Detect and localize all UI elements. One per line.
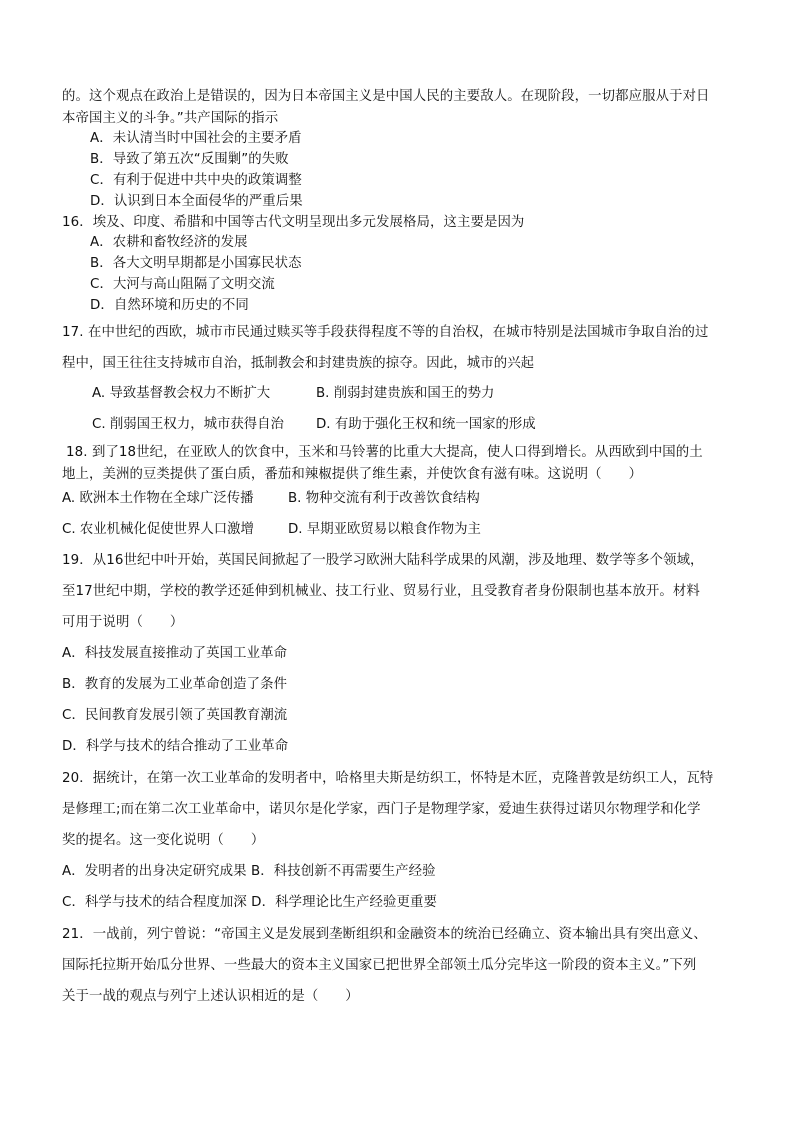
q16-option-b: B．各大文明早期都是小国寡民状态 (90, 256, 302, 271)
q17-stem-line-1: 17. 在中世纪的西欧，城市市民通过赎买等手段获得程度不等的自治权，在城市特别是法国城市争取自治的过 (62, 325, 709, 340)
q21-stem-line-2: 国际托拉斯开始瓜分世界、一些最大的资本主义国家已把世界全部领土瓜分完毕这一阶段的资本主义。”下列 (62, 958, 697, 973)
q17-option-a: A. 导致基督教会权力不断扩大 (92, 386, 271, 401)
q17-option-b: B. 削弱封建贵族和国王的势力 (316, 386, 495, 401)
q21-stem-line-3: 关于一战的观点与列宁上述认识相近的是（ ） (62, 989, 359, 1004)
q18-stem-line-1: 18. 到了18世纪，在亚欧人的饮食中，玉米和马铃薯的比重大大提高，使人口得到增长。从西欧到中国的土 (66, 445, 703, 460)
q18-option-c: C. 农业机械化促使世界人口激增 (62, 522, 254, 537)
q19-stem-line-2: 至17世纪中期，学校的教学还延伸到机械业、技工行业、贸易行业，且受教育者身份限制也基本放开。材料 (62, 584, 700, 599)
q16-option-a: A．农耕和畜牧经济的发展 (90, 235, 248, 250)
q16-option-d: D．自然环境和历史的不同 (90, 298, 249, 313)
q20-stem-line-2: 是修理工;而在第二次工业革命中，诺贝尔是化学家，西门子是物理学家，爱迪生获得过诺贝尔物理学和化学 (62, 802, 701, 817)
q15-stem-line-1: 的。这个观点在政治上是错误的，因为日本帝国主义是中国人民的主要敌人。在现阶段，一切都应服从于对日 (62, 89, 710, 104)
q17-option-c: C. 削弱国王权力，城市获得自治 (92, 417, 284, 432)
q16-stem: 16．埃及、印度、希腊和中国等古代文明呈现出多元发展格局，这主要是因为 (62, 215, 525, 230)
q15-option-c: C．有利于促进中共中央的政策调整 (90, 173, 302, 188)
q17-option-d: D. 有助于强化王权和统一国家的形成 (316, 417, 536, 432)
q19-option-d: D．科学与技术的结合推动了工业革命 (62, 739, 289, 754)
q15-option-a: A．未认清当时中国社会的主要矛盾 (90, 131, 302, 146)
q18-option-d: D. 早期亚欧贸易以粮食作物为主 (288, 522, 481, 537)
q17-stem-line-2: 程中，国王往往支持城市自治，抵制教会和封建贵族的掠夺。因此，城市的兴起 (62, 356, 535, 371)
q15-option-d: D．认识到日本全面侵华的严重后果 (90, 194, 303, 209)
q19-stem-line-3: 可用于说明（ ） (62, 615, 184, 630)
q15-stem-line-2: 本帝国主义的斗争。”共产国际的指示 (62, 111, 279, 126)
q19-option-b: B．教育的发展为工业革命创造了条件 (62, 677, 288, 692)
q19-option-a: A．科技发展直接推动了英国工业革命 (62, 646, 288, 661)
q20-options-cd: C．科学与技术的结合程度加深 D．科学理论比生产经验更重要 (62, 895, 437, 910)
q19-stem-line-1: 19．从16世纪中叶开始，英国民间掀起了一股学习欧洲大陆科学成果的风潮，涉及地理、数学等多个领域， (62, 553, 704, 568)
q15-option-b: B．导致了第五次“反围剿”的失败 (90, 152, 289, 167)
q19-option-c: C．民间教育发展引领了英国教育潮流 (62, 708, 288, 723)
q20-options-ab: A．发明者的出身决定研究成果 B．科技创新不再需要生产经验 (62, 864, 436, 879)
q18-stem-line-2: 地上，美洲的豆类提供了蛋白质，番茄和辣椒提供了维生素，并使饮食有滋有味。这说明（ ） (62, 467, 643, 482)
q18-option-b: B. 物种交流有利于改善饮食结构 (288, 491, 480, 506)
q21-stem-line-1: 21．一战前，列宁曾说：“帝国主义是发展到垄断组织和金融资本的统治已经确立、资本输出具有突出意义、 (62, 927, 707, 942)
q20-stem-line-3: 奖的提名。这一变化说明（ ） (62, 833, 265, 848)
q20-stem-line-1: 20．据统计，在第一次工业革命的发明者中，哈格里夫斯是纺织工，怀特是木匠，克隆普敦是纺织工人，瓦特 (62, 771, 714, 786)
q18-option-a: A. 欧洲本土作物在全球广泛传播 (62, 491, 254, 506)
q16-option-c: C．大河与高山阻隔了文明交流 (90, 277, 275, 292)
